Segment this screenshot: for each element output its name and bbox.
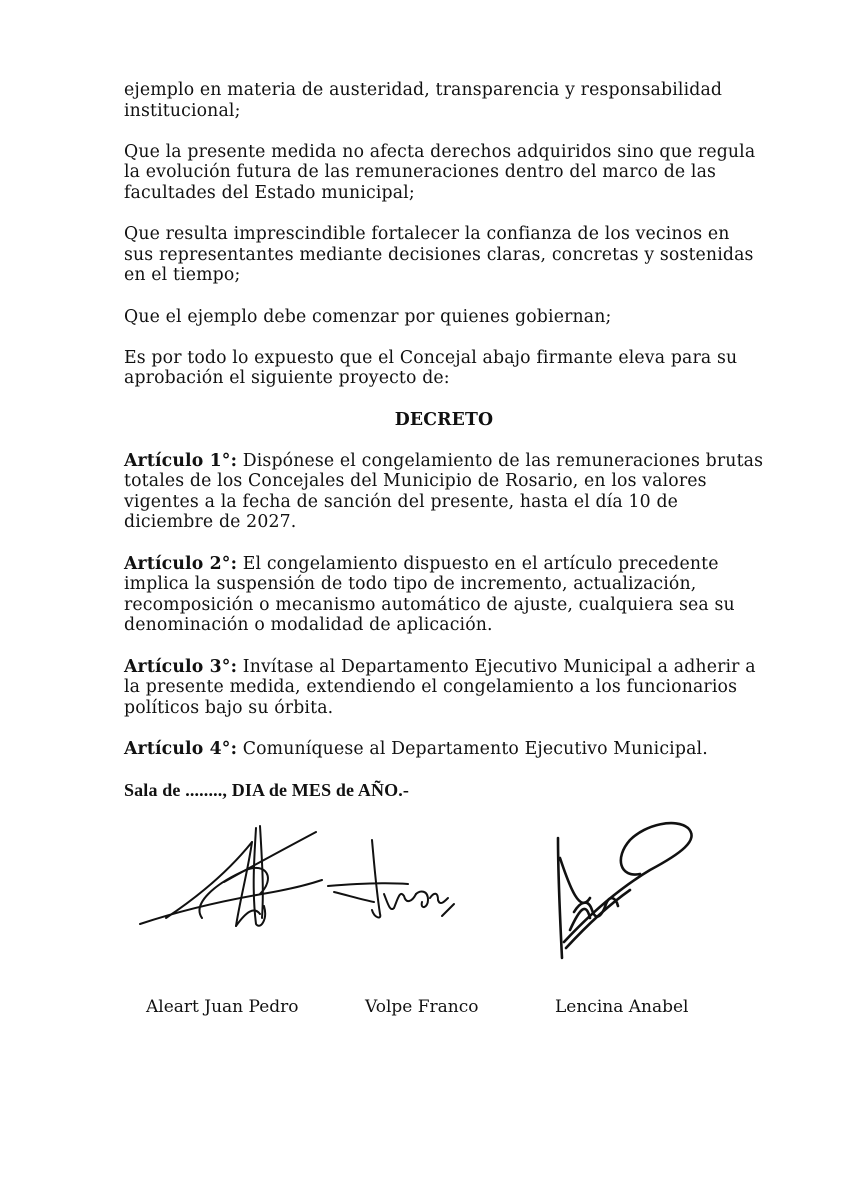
paragraph-trust: Que resulta imprescindible fortalecer la confianza de los vecinos en sus representantes mediante decisiones claras, concretas y sostenidas en el tiempo; — [124, 224, 754, 286]
paragraph-example: Que el ejemplo debe comenzar por quienes gobiernan; — [124, 306, 612, 327]
signature-1-handwritten-signature-icon — [136, 820, 326, 932]
signer-name-3: Lencina Anabel — [555, 997, 689, 1017]
article-3-text: Invítase al Departamento Ejecutivo Municipal a adherir a la presente medida, extendiendo el congelamiento a los funcionarios políticos bajo su órbita. — [124, 656, 756, 718]
article-3-label: Artículo 3°: — [124, 656, 238, 677]
paragraph-acquired-rights: Que la presente medida no afecta derechos adquiridos sino que regula la evolución futura de las remuneraciones dentro del marco de las facultades del Estado municipal; — [124, 141, 756, 203]
signature-3-handwritten-signature-icon — [550, 818, 700, 964]
signature-2-handwritten-signature-icon — [324, 832, 458, 928]
article-1-text: Dispónese el congelamiento de las remuneraciones brutas totales de los Concejales del Municipio de Rosario, en los valores vigentes a la fecha de sanción del presente, hasta el día 10 de diciembre de 2027. — [124, 450, 764, 533]
article-1-label: Artículo 1°: — [124, 450, 238, 471]
signer-name-2: Volpe Franco — [365, 997, 479, 1017]
paragraph-austerity: ejemplo en materia de austeridad, transparencia y responsabilidad institucional; — [124, 80, 723, 121]
paragraph-proposal: Es por todo lo expuesto que el Concejal abajo firmante eleva para su aprobación el siguiente proyecto de: — [124, 347, 738, 389]
article-2-text: El congelamiento dispuesto en el artículo precedente implica la suspensión de todo tipo de incremento, actualización, recomposición o mecanismo automático de ajuste, cualquiera sea su denominación o modalidad de aplicación. — [124, 553, 735, 636]
article-4-label: Artículo 4°: — [124, 739, 238, 759]
decree-heading: DECRETO — [394, 409, 494, 430]
article-4 — [124, 739, 764, 760]
article-4-text: Comuníquese al Departamento Ejecutivo Municipal. — [237, 739, 708, 759]
article-1 — [124, 451, 764, 533]
article-2 — [124, 554, 764, 636]
closing-line: Sala de ........, DIA de MES de AÑO.- — [124, 780, 410, 801]
article-3 — [124, 657, 764, 719]
document-body — [124, 80, 764, 821]
article-2-label: Artículo 2°: — [124, 553, 238, 574]
signer-name-1: Aleart Juan Pedro — [146, 997, 299, 1017]
